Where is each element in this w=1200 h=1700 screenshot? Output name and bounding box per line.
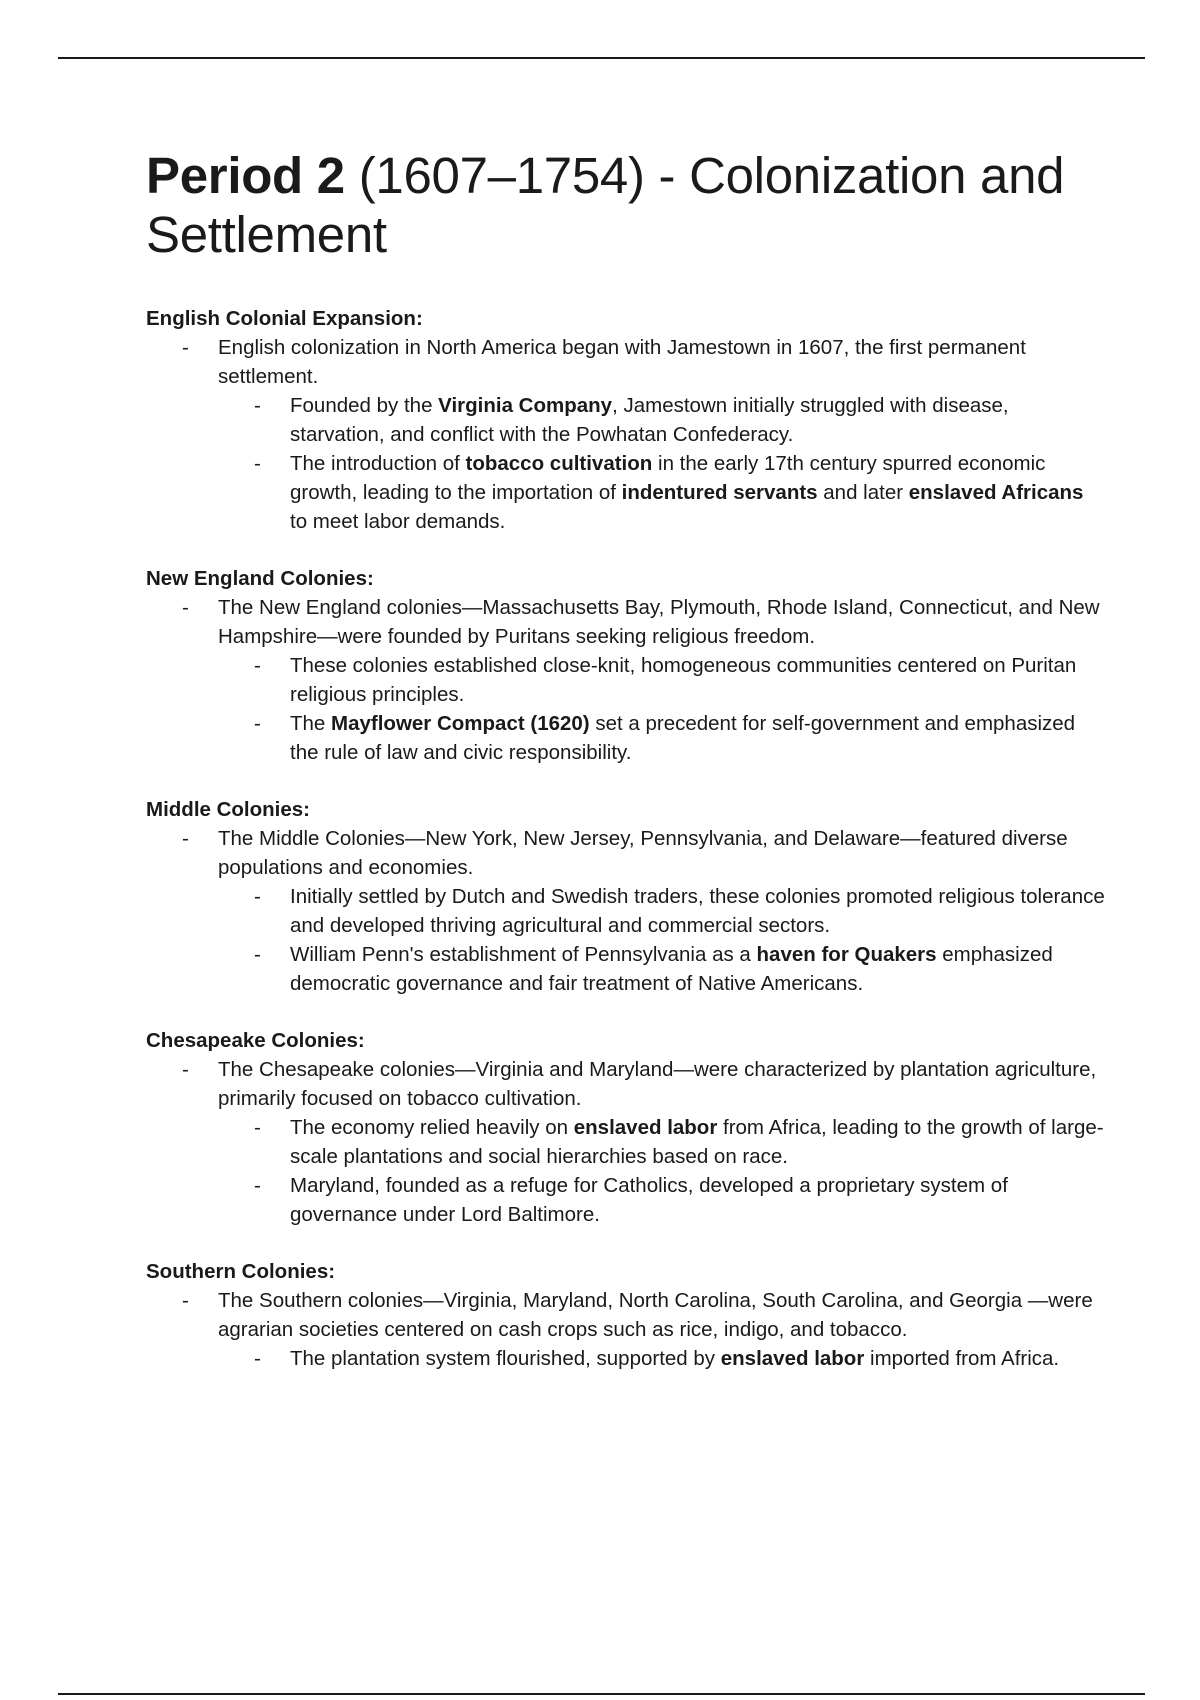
list-item bbox=[146, 391, 1106, 449]
bold-term: Virginia Company bbox=[438, 394, 613, 417]
item-text: emphasized democratic governance and fair treatment of Native Americans. bbox=[290, 943, 1053, 995]
dash-bullet: - bbox=[254, 1174, 261, 1197]
item-text: These colonies established close-knit, homogeneous communities centered on Puritan religious principles. bbox=[290, 654, 1077, 706]
dash-bullet: - bbox=[182, 827, 189, 850]
dash-bullet: - bbox=[182, 596, 189, 619]
dash-bullet: - bbox=[254, 452, 261, 475]
list-item bbox=[146, 1171, 1106, 1229]
bottom-rule bbox=[58, 1693, 1145, 1695]
dash-bullet: - bbox=[254, 885, 261, 908]
bullet-list bbox=[146, 1055, 1106, 1229]
bullet-list bbox=[146, 824, 1106, 998]
item-text: in the early 17th century spurred economic growth, leading to the importation of bbox=[290, 452, 1046, 504]
item-text: and later bbox=[817, 481, 909, 504]
item-text: English colonization in North America began with Jamestown in 1607, the first permanent settlement. bbox=[218, 336, 1026, 388]
dash-bullet: - bbox=[254, 394, 261, 417]
list-item bbox=[146, 333, 1106, 391]
item-text: The Southern colonies—Virginia, Maryland, North Carolina, South Carolina, and Georgia —were agrarian societies centered on cash crops such as rice, indigo, and tobacco. bbox=[218, 1289, 1093, 1341]
list-item bbox=[146, 709, 1106, 767]
list-item bbox=[146, 824, 1106, 882]
item-text: William Penn's establishment of Pennsylvania as a bbox=[290, 943, 757, 966]
item-text: The Chesapeake colonies—Virginia and Maryland—were characterized by plantation agriculture, primarily focused on tobacco cultivation. bbox=[218, 1058, 1097, 1110]
section-heading: Southern Colonies: bbox=[146, 1260, 336, 1283]
bullet-list bbox=[146, 1286, 1106, 1373]
item-text: from Africa, leading to the growth of large-scale plantations and social hierarchies based on race. bbox=[290, 1116, 1104, 1168]
item-text: imported from Africa. bbox=[864, 1347, 1060, 1370]
dash-bullet: - bbox=[254, 1116, 261, 1139]
dash-bullet: - bbox=[254, 943, 261, 966]
list-item bbox=[146, 940, 1106, 998]
dash-bullet: - bbox=[182, 1058, 189, 1081]
section-heading: Middle Colonies: bbox=[146, 798, 310, 821]
bold-term: enslaved labor bbox=[720, 1347, 865, 1370]
bold-term: haven for Quakers bbox=[756, 943, 937, 966]
list-item bbox=[146, 1113, 1106, 1171]
page-title bbox=[146, 146, 1106, 264]
list-item bbox=[146, 1055, 1106, 1113]
item-text: to meet labor demands. bbox=[290, 510, 506, 533]
bold-term: tobacco cultivation bbox=[465, 452, 653, 475]
item-text: The Middle Colonies—New York, New Jersey, Pennsylvania, and Delaware—featured diverse populations and economies. bbox=[218, 827, 1068, 879]
item-text: , Jamestown initially struggled with disease, starvation, and conflict with the Powhatan Confederacy. bbox=[290, 394, 1009, 446]
section bbox=[146, 304, 1106, 536]
dash-bullet: - bbox=[254, 654, 261, 677]
section-heading: Chesapeake Colonies: bbox=[146, 1029, 365, 1052]
section-heading: English Colonial Expansion: bbox=[146, 307, 423, 330]
bullet-list bbox=[146, 333, 1106, 536]
bullet-list bbox=[146, 593, 1106, 767]
document-body bbox=[146, 146, 1106, 1401]
section bbox=[146, 1026, 1106, 1229]
dash-bullet: - bbox=[254, 1347, 261, 1370]
page-title-bold: Period 2 bbox=[146, 147, 345, 204]
dash-bullet: - bbox=[182, 1289, 189, 1312]
list-item bbox=[146, 651, 1106, 709]
list-item bbox=[146, 882, 1106, 940]
item-text: set a precedent for self-government and emphasized the rule of law and civic responsibility. bbox=[290, 712, 1076, 764]
section bbox=[146, 795, 1106, 998]
top-rule bbox=[58, 57, 1145, 59]
dash-bullet: - bbox=[182, 336, 189, 359]
list-item bbox=[146, 1344, 1106, 1373]
bold-term: indentured servants bbox=[621, 481, 818, 504]
bold-term: Mayflower Compact (1620) bbox=[331, 712, 590, 735]
sections-container bbox=[146, 304, 1106, 1373]
item-text: The bbox=[290, 712, 332, 735]
item-text: The economy relied heavily on bbox=[290, 1116, 574, 1139]
item-text: The plantation system flourished, supported by bbox=[290, 1347, 721, 1370]
dash-bullet: - bbox=[254, 712, 261, 735]
bold-term: enslaved Africans bbox=[908, 481, 1084, 504]
item-text: Maryland, founded as a refuge for Catholics, developed a proprietary system of governance under Lord Baltimore. bbox=[290, 1174, 1008, 1226]
section bbox=[146, 564, 1106, 767]
item-text: Initially settled by Dutch and Swedish traders, these colonies promoted religious tolerance and developed thriving agricultural and commercial sectors. bbox=[290, 885, 1105, 937]
section-heading: New England Colonies: bbox=[146, 567, 374, 590]
list-item bbox=[146, 1286, 1106, 1344]
page-title-rest: (1607–1754) - Colonization and Settlement bbox=[146, 147, 1065, 263]
item-text: The introduction of bbox=[290, 452, 466, 475]
bold-term: enslaved labor bbox=[573, 1116, 718, 1139]
list-item bbox=[146, 593, 1106, 651]
item-text: Founded by the bbox=[290, 394, 439, 417]
item-text: The New England colonies—Massachusetts Bay, Plymouth, Rhode Island, Connecticut, and New Hampshire—were founded by Puritans seeking religious freedom. bbox=[218, 596, 1100, 648]
list-item bbox=[146, 449, 1106, 536]
section bbox=[146, 1257, 1106, 1373]
